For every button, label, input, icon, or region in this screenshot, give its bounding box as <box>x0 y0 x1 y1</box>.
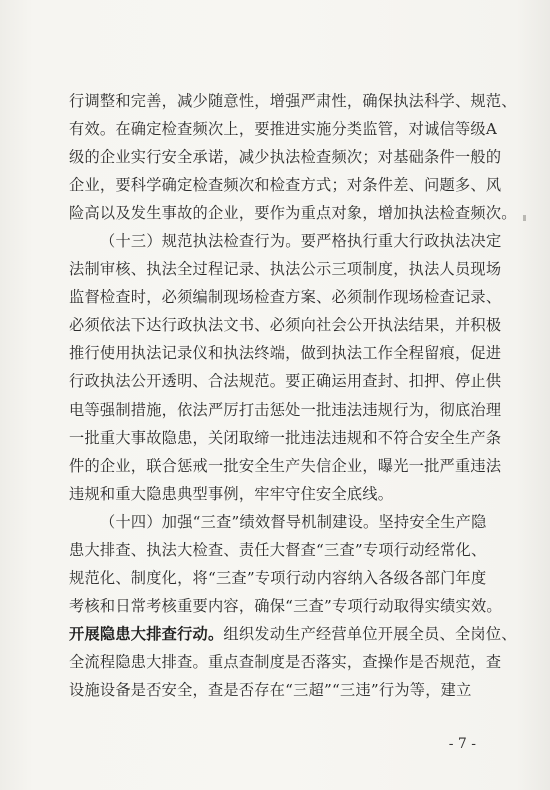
binding-mark <box>523 215 526 221</box>
text-line: 设施设备是否安全，查是否存在“三超”“三违”行为等，建立 <box>69 680 472 699</box>
text-line: 法制审核、执法全过程记录、执法公示三项制度，执法人员现场 <box>69 260 502 279</box>
text-line: 监督检查时，必须编制现场检查方案、必须制作现场检查记录、 <box>69 288 502 307</box>
text-line: 一批重大事故隐患，关闭取缔一批违法违规和不符合安全生产条 <box>69 428 502 447</box>
text-line-with-heading <box>69 620 517 648</box>
text-line: 必须依法下达行政执法文书、必须向社会公开执法结果，并积极 <box>69 316 502 335</box>
body-text <box>69 87 517 704</box>
bold-heading: 开展隐患大排查行动。 <box>69 624 224 643</box>
text-line: 行调整和完善，减少随意性，增强严肃性，确保执法科学、规范、 <box>69 92 517 110</box>
text-line: 有效。在确定检查频次上，要推进实施分类监管，对诚信等级A <box>69 120 498 139</box>
text-line: （十四）加强“三查”绩效督导机制建设。坚持安全生产隐 <box>100 512 487 531</box>
text-line: 电等强制措施，依法严厉打击惩处一批违法违规行为，彻底治理 <box>69 400 502 419</box>
text-line: （十三）规范执法检查行为。要严格执行重大行政执法决定 <box>100 232 502 251</box>
text-line: 规范化、制度化，将“三查”专项行动内容纳入各级各部门年度 <box>69 568 487 587</box>
text-line: 患大排查、执法大检查、责任大督查“三查”专项行动经常化、 <box>69 540 487 559</box>
text-line: 违规和重大隐患典型事例，牢牢守住安全底线。 <box>69 484 394 503</box>
text-line: 推行使用执法记录仪和执法终端，做到执法工作全程留痕，促进 <box>69 344 502 363</box>
text-line: 险高以及发生事故的企业，要作为重点对象，增加执法检查频次。 <box>69 204 517 223</box>
text-line: 全流程隐患大排查。重点查制度是否落实，查操作是否规范，查 <box>69 652 502 671</box>
text-run: 组织发动生产经营单位开展全员、全岗位、 <box>223 624 517 643</box>
text-line: 考核和日常考核重要内容，确保“三查”专项行动取得实绩实效。 <box>69 596 502 615</box>
text-line: 行政执法公开透明、合法规范。要正确运用查封、扣押、停止供 <box>69 372 502 391</box>
text-line: 企业，要科学确定检查频次和检查方式；对条件差、问题多、风 <box>69 176 502 195</box>
page-number: - 7 - <box>448 736 476 752</box>
text-line: 件的企业，联合惩戒一批安全生产失信企业，曝光一批严重违法 <box>69 456 502 475</box>
text-line: 级的企业实行安全承诺，减少执法检查频次；对基础条件一般的 <box>69 148 502 167</box>
